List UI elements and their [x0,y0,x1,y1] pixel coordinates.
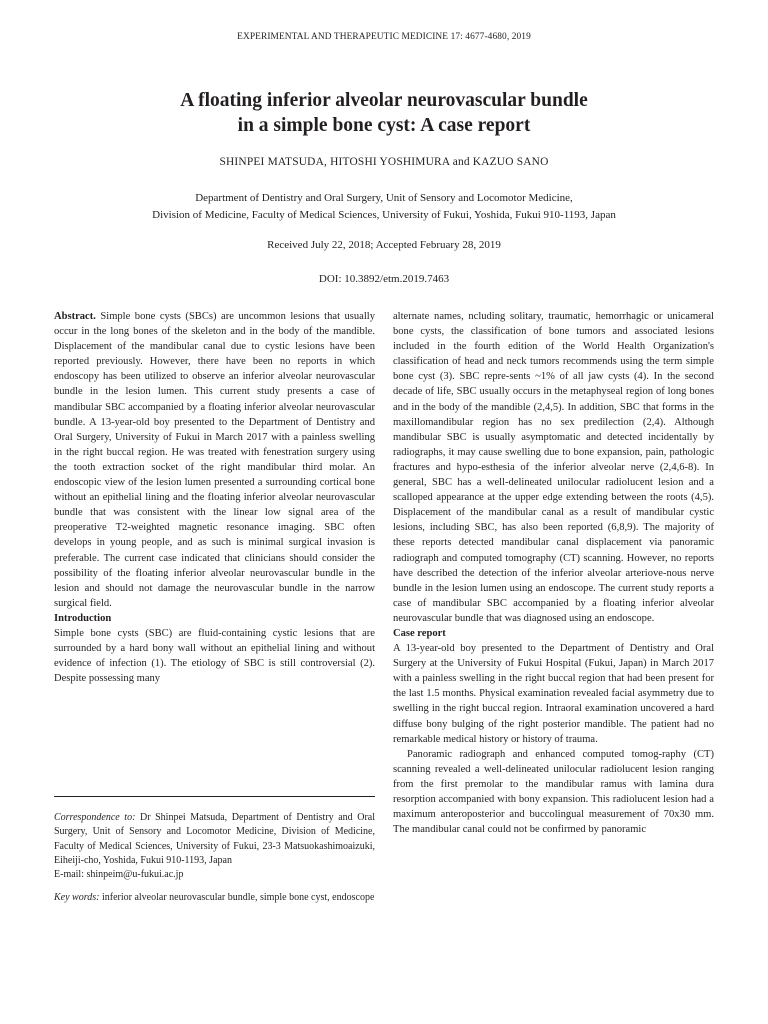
correspondence-label: Correspondence to: [54,812,136,823]
introduction-heading: Introduction [54,612,112,624]
author-list: SHINPEI MATSUDA, HITOSHI YOSHIMURA and KAZUO SANO [219,156,549,168]
footnote [54,811,375,906]
abstract-label: Abstract. [54,311,96,322]
email: E-mail: shinpeim@u-fukui.ac.jp [54,869,184,881]
article-title-line-2: in a simple bone cyst: A case report [237,115,531,136]
received-accepted-dates: Received July 22, 2018; Accepted February 28, 2019 [267,239,501,251]
correspondence [54,811,375,868]
case-report-heading: Case report [393,627,446,639]
right-column [393,309,714,837]
affiliation-line-2: Division of Medicine, Faculty of Medical Sciences, University of Fukui, Yoshida, Fukui 910-1193, Japan [152,208,616,221]
affiliation [60,190,708,223]
correspondence-text: Dr Shinpei Matsuda, Department of Dentistry and Oral Surgery, Unit of Sensory and Locomotor Medicine, Division of Medicine, Faculty of Medical Sciences, University of Fukui, 23-3 Matsuokashimoaizuki, Eiheiji-cho, Yoshida, Fukui 910-1193, Japan [54,812,375,866]
article-title [40,88,728,138]
case-report-paragraph-1: A 13-year-old boy presented to the Department of Dentistry and Oral Surgery at the University of Fukui Hospital (Fukui, Japan) in March 2017 with a painless swelling in the right buccal region that had been present for the last 1.5 months. Physical examination revealed facial asymmetry due to swelling in the right buccal region. Intraoral examination uncovered a hard diffuse bony bulging of the right posterior mandible. The patient had no remarkable medical history or history of trauma. [393,643,714,745]
abstract-text: Simple bone cysts (SBCs) are uncommon lesions that usually occur in the long bones of the skeleton and in the body of the mandible. Displacement of the mandibular canal due to cystic lesions have been reported previously. However, there have been no reports in which endoscopy has been utilized to observe an inferior alveolar neurovascular bundle in the lesion lumen. This current study presents a case of mandibular SBC accompanied by a floating inferior alveolar neurovascular bundle. A 13-year-old boy presented to the Department of Dentistry and Oral Surgery, University of Fukui in March 2017 with a painless swelling in the right buccal region. He was treated with fenestration surgery using the tooth extraction socket of the right mandibular third molar. An endoscopic view of the lesion lumen presented a surrounding cortical bone without an epithelial lining and the floating inferior alveolar neurovascular bundle that was consistent with the linear low signal area of the preoperative T2-weighted magnetic resonance imaging. SBC often develops in young people, and as such is minimal surgical invasion is preferable. The current case indicated that clinicians should consider the possibility of the floating inferior alveolar neurovascular bundle in the lesion and should not damage the neurovascular bundle in the narrow surgical field. [54,311,375,609]
keywords-label: Key words: [54,892,100,904]
footnote-divider [54,796,375,797]
doi: DOI: 10.3892/etm.2019.7463 [318,273,450,285]
case-report-paragraph-2: Panoramic radiograph and enhanced computed tomog-raphy (CT) scanning revealed a well-delineated unilocular radiolucent lesion ranging from the first premolar to the mandibular ramus with lamina dura resorption accompanied with bony expansion. This radiolucent lesion had a maximum anteroposterior and buccolingual measurement of 70x30 mm. The mandibular canal could not be confirmed by panoramic [393,748,714,836]
running-head: EXPERIMENTAL AND THERAPEUTIC MEDICINE 17: 4677-4680, 2019 [237,32,531,42]
keywords [54,891,375,905]
affiliation-line-1: Department of Dentistry and Oral Surgery, Unit of Sensory and Locomotor Medicine, [195,192,573,204]
left-column [54,309,375,686]
introduction-paragraph: Simple bone cysts (SBC) are fluid-containing cystic lesions that are surrounded by a hard bony wall without an epithelial lining and without evidence of infection (1). The etiology of SBC is still controversial (2). Despite possessing many [54,627,375,685]
keywords-text: inferior alveolar neurovascular bundle, simple bone cyst, endoscope [99,892,375,904]
abstract [54,309,375,611]
article-title-line-1: A floating inferior alveolar neurovascular bundle [180,90,588,111]
introduction-continued: alternate names, ncluding solitary, traumatic, hemorrhagic or unicameral bone cysts, the classification of bone tumors and associated lesions included in the fourth edition of the World Health Organization's classification of head and neck tumors recommends using the term simple bone cyst (3). SBC repre-sents ~1% of all jaw cysts (4). In the second decade of life, SBC usually occurs in the metaphyseal region of long bones and in the body of the mandible (2,4,5). In addition, SBC that forms in the maxillomandibular region has no sex predilection (2,4). Although mandibular SBC is usually asymptomatic and detected incidentally by radiographs, it may cause swelling due to bone expansion, pain, pathologic fractures and hypo-esthesia of the inferior alveolar nerve (2,4,6-8). In general, SBC has a well-delineated unilocular radiolucent lesion and a scalloped appearance at the upper edge extending between the roots (4,5). Displacement of the mandibular canal as a result of mandibular cystic lesions, including SBC, has also been reported (6,8,9). The majority of these reports detected mandibular canal displacement via panoramic radiograph and computed tomography (CT) scanning. However, no reports have described the detection of the inferior alveolar arteriove-nous nerve bundle in the lesion lumen using an endoscope. The current study reports a case of mandibular SBC accompanied by a floating inferior alveolar neurovascular bundle that was diagnosed using an endoscope. [393,311,714,624]
